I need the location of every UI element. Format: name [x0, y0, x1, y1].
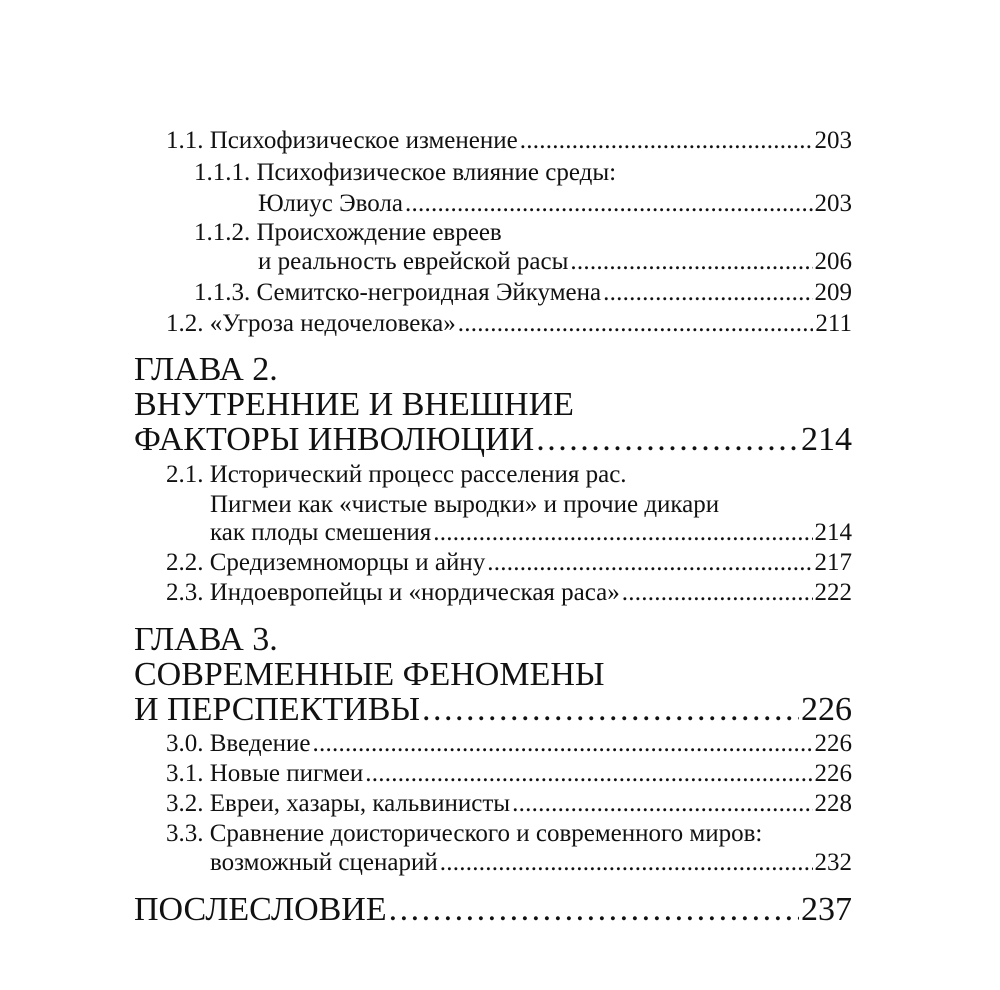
toc-page-number: 237: [801, 891, 852, 928]
toc-entry-1-1-2-line1: 1.1.2. Происхождение евреев: [194, 219, 502, 246]
toc-entry-2-1-line1: 2.1. Исторический процесс расселения рас.: [166, 461, 627, 488]
toc-entry-3-3-line1: 3.3. Сравнение доисторического и современного миров:: [166, 820, 763, 847]
toc-page-number: 203: [814, 127, 852, 154]
chapter-3-title-line1: СОВРЕМЕННЫЕ ФЕНОМЕНЫ: [134, 656, 605, 693]
dot-leader: [405, 189, 813, 219]
toc-entry-label: И ПЕРСПЕКТИВЫ: [134, 691, 421, 728]
toc-entry-3-3[interactable]: [210, 848, 852, 878]
toc-entry-label: 1.2. «Угроза недочеловека»: [166, 310, 456, 337]
dot-leader: [365, 759, 812, 789]
toc-entry-3-2[interactable]: [166, 789, 852, 819]
toc-entry-label: 3.2. Евреи, хазары, кальвинисты: [166, 790, 511, 817]
toc-entry-2-1[interactable]: [210, 518, 852, 548]
dot-leader: [487, 548, 812, 578]
toc-entry-1-1-1-line1: 1.1.1. Психофизическое влияние среды:: [194, 159, 617, 186]
toc-entry-label: 1.1. Психофизическое изменение: [166, 127, 518, 154]
dot-leader: [570, 247, 812, 277]
dot-leader: [433, 518, 812, 548]
chapter-2-title-line1: ВНУТРЕННИЕ И ВНЕШНИЕ: [134, 386, 574, 423]
toc-page-number: 228: [814, 790, 852, 817]
toc-page-number: 206: [814, 248, 852, 275]
toc-entry-label: 2.3. Индоевропейцы и «нордическая раса»: [166, 579, 620, 606]
dot-leader: [389, 892, 799, 928]
toc-page-number: 211: [815, 310, 852, 337]
toc-page-number: 222: [814, 579, 852, 606]
toc-entry-2-1-line2: Пигмеи как «чистые выродки» и прочие дикари: [210, 491, 720, 518]
toc-entry-label: 3.1. Новые пигмеи: [166, 760, 364, 787]
toc-entry-3-0[interactable]: [166, 729, 852, 759]
chapter-2-heading: ГЛАВА 2.: [134, 351, 278, 388]
toc-entry-label: 2.2. Средиземноморцы и айну: [166, 549, 486, 576]
toc-chapter-2[interactable]: [134, 422, 852, 458]
toc-entry-label: как плоды смешения: [210, 519, 432, 546]
toc-entry-2-3[interactable]: [166, 578, 852, 608]
toc-entry-1-2[interactable]: [166, 309, 852, 339]
toc-entry-label: возможный сценарий: [210, 849, 438, 876]
toc-page-number: 214: [814, 519, 852, 546]
dot-leader: [422, 692, 799, 728]
chapter-3-heading: ГЛАВА 3.: [134, 621, 278, 658]
dot-leader: [512, 789, 812, 819]
toc-entry-1-1-2[interactable]: [258, 247, 852, 277]
toc-entry-2-2[interactable]: [166, 548, 852, 578]
toc-entry-label: и реальность еврейской расы: [258, 248, 569, 275]
toc-entry-label: Юлиус Эвола: [258, 190, 403, 217]
toc-page-number: 217: [814, 549, 852, 576]
dot-leader: [313, 729, 813, 759]
toc-entry-label: ФАКТОРЫ ИНВОЛЮЦИИ: [134, 421, 535, 458]
toc-afterword[interactable]: [134, 892, 852, 928]
dot-leader: [603, 278, 812, 308]
toc-entry-1-1-1[interactable]: [258, 189, 852, 219]
toc-page-number: 226: [801, 691, 852, 728]
dot-leader: [622, 578, 813, 608]
toc-chapter-3[interactable]: [134, 692, 852, 728]
dot-leader: [520, 126, 813, 156]
dot-leader: [440, 848, 813, 878]
toc-entry-1-1-3[interactable]: [194, 278, 852, 308]
toc-page-number: 209: [814, 279, 852, 306]
dot-leader: [536, 422, 799, 458]
toc-page-number: 226: [814, 730, 852, 757]
toc-entry-1-1[interactable]: [166, 126, 852, 156]
toc-entry-label: ПОСЛЕСЛОВИЕ: [134, 891, 387, 928]
toc-page-number: 232: [814, 849, 852, 876]
toc-entry-label: 1.1.3. Семитско-негроидная Эйкумена: [194, 279, 602, 306]
toc-page-number: 226: [814, 760, 852, 787]
toc-page-number: 214: [801, 421, 852, 458]
toc-page-number: 203: [814, 190, 852, 217]
toc-entry-label: 3.0. Введение: [166, 730, 311, 757]
dot-leader: [458, 309, 814, 339]
toc-entry-3-1[interactable]: [166, 759, 852, 789]
